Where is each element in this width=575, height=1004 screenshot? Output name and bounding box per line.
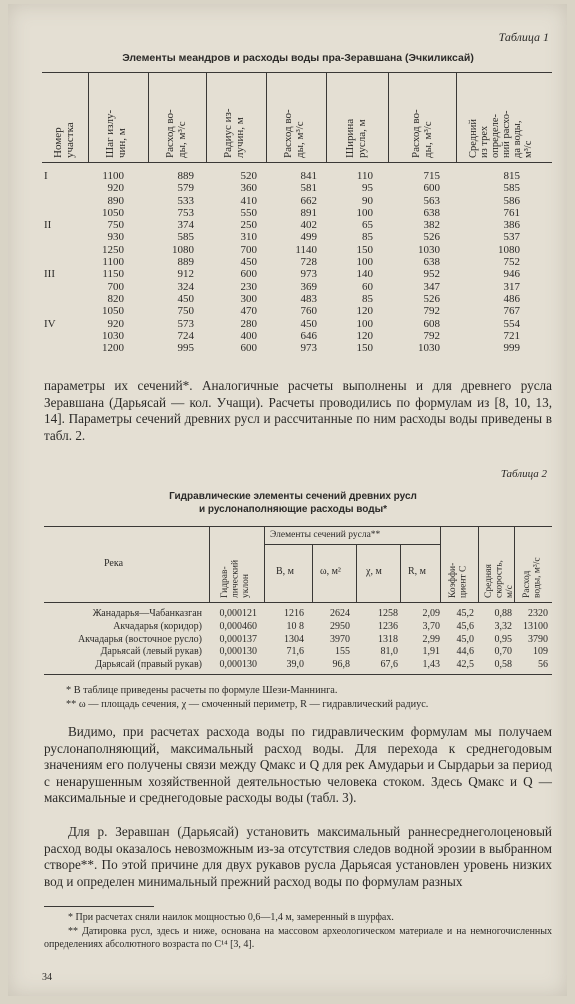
table-cell: 110: [356, 170, 373, 182]
table-cell: 767: [503, 305, 520, 318]
table-cell: 585: [177, 231, 194, 244]
table1-col-divider: [456, 72, 457, 162]
table-row: [44, 608, 552, 621]
table-cell: 400: [240, 329, 257, 342]
table-row: [44, 293, 548, 305]
table-cell: 100: [356, 256, 373, 269]
table-cell: 526: [423, 292, 440, 305]
table-cell: 1150: [102, 268, 124, 281]
table2-header-section-elements: Элементы сечений русла**: [270, 530, 381, 540]
table-cell: 1050: [102, 206, 124, 219]
table-cell: 1030: [418, 243, 440, 256]
table2-header-slope: Гидрав- лический уклон: [220, 559, 251, 598]
table-cell: 0,95: [494, 633, 512, 645]
table1-body: [44, 170, 548, 354]
table-cell: 0,000460: [219, 620, 257, 632]
table-cell: 347: [423, 280, 440, 293]
table-cell: 374: [177, 219, 194, 232]
table-cell: 891: [300, 206, 317, 219]
paragraph-text: Для р. Зеравшан (Дарьясай) установить максимальный раннесреднеголоценовый расход воды оказалось невозможным из-за отсутствия следов водной эрозии в выбранном створе**. По этой причине для двух рукавов русла Дарьясая установлен уровень низких вод и определен минимальный прежний расход воды по формулам разных: [44, 824, 552, 889]
table-cell: 1030: [102, 329, 124, 342]
table2-header-rule: [44, 602, 552, 603]
table1-title: Элементы меандров и расходы воды пра-Зеравшана (Эчкиликсай): [122, 52, 474, 64]
table-cell: 662: [300, 194, 317, 207]
table-row: [44, 182, 548, 194]
table-cell: 386: [503, 219, 520, 232]
river-name: Жанадарья—Чабанказган: [92, 608, 202, 619]
table-cell: 1,91: [422, 646, 440, 658]
table-cell: 750: [177, 305, 194, 318]
table1-col-divider: [326, 72, 327, 162]
table-cell: 0,58: [494, 659, 512, 671]
table-cell: 1304: [284, 633, 304, 645]
table-cell: 608: [423, 317, 440, 330]
table-cell: 700: [240, 243, 257, 256]
table-cell: 120: [356, 305, 373, 318]
table-cell: 382: [423, 219, 440, 232]
table-cell: 912: [177, 268, 194, 281]
table1-header-section: Номер участка: [52, 122, 76, 158]
section-number: III: [44, 268, 55, 281]
table-cell: 280: [240, 317, 257, 330]
book-page: [8, 4, 567, 996]
table-cell: 402: [300, 219, 317, 232]
table-cell: 760: [300, 305, 317, 318]
table-cell: 45,6: [456, 620, 474, 632]
table-cell: 2320: [528, 608, 548, 619]
table1-header-discharge-3: Расход во- ды, м³/с: [410, 109, 434, 158]
table-cell: 317: [503, 280, 520, 293]
table-cell: 889: [177, 256, 194, 269]
table-cell: 2,99: [422, 633, 440, 645]
table-cell: 952: [423, 268, 440, 281]
table1-caption: Таблица 1: [498, 30, 549, 44]
table-cell: 230: [240, 280, 257, 293]
table-cell: 39,0: [286, 659, 304, 671]
table-cell: 56: [538, 659, 548, 671]
table-row: [44, 244, 548, 256]
table-row: [44, 170, 548, 182]
paragraph-text: Видимо, при расчетах расхода воды по гидравлическим формулам мы получаем руслонаполняющий, максимальный расход воды. Для перехода к среднегодовым значениям его получены связи между Qмакс и Q для рек Амударьи и Сырдарьи за период с ненарушенным хозяйственной деятельностью человека стоком. Здесь Qмакс и Q — максимальные и среднегодовые расходы воды (табл. 3).: [44, 724, 552, 805]
table-cell: 45,2: [456, 608, 474, 619]
table2-col-divider: [312, 544, 313, 602]
table-cell: 109: [533, 646, 548, 658]
table-cell: 1100: [102, 256, 124, 269]
table2-header-area: ω, м²: [320, 566, 341, 577]
table-cell: 1,43: [422, 659, 440, 671]
table-cell: 1250: [102, 243, 124, 256]
table2-title: [68, 490, 518, 516]
table-row: [44, 646, 552, 659]
table-cell: 973: [300, 342, 317, 355]
table-cell: 3,70: [422, 620, 440, 632]
table-cell: 841: [300, 170, 317, 182]
table-cell: 45,0: [456, 633, 474, 645]
table-cell: 60: [362, 280, 373, 293]
table-cell: 0,000121: [219, 608, 257, 619]
table-cell: 1100: [102, 170, 124, 182]
table1-header-discharge-2: Расход во- ды, м³/с: [282, 109, 306, 158]
table-cell: 410: [240, 194, 257, 207]
table1-header-discharge-1: Расход во- ды, м³/с: [164, 109, 188, 158]
table-cell: 0,70: [494, 646, 512, 658]
table-cell: 600: [240, 342, 257, 355]
table-cell: 728: [300, 256, 317, 269]
paragraph-text: параметры их сечений*. Аналогичные расчеты выполнены и для древнего русла Зеравшана (Дарьясай — кол. Учащи). Расчеты проводились по формулам из [8, 10, 13, 14]. Параметры сечений древних русл и рассчитанные по ним расходы воды приведены в табл. 2.: [44, 378, 552, 443]
section-number: IV: [44, 317, 56, 330]
table-cell: 820: [107, 292, 124, 305]
table-cell: 533: [177, 194, 194, 207]
table-cell: 946: [503, 268, 520, 281]
table-cell: 10 8: [286, 620, 304, 632]
table-cell: 450: [300, 317, 317, 330]
table1-col-divider: [206, 72, 207, 162]
table-row: [44, 342, 548, 354]
table-cell: 526: [423, 231, 440, 244]
table-cell: 150: [356, 342, 373, 355]
table-cell: 3790: [528, 633, 548, 645]
table-cell: 1140: [295, 243, 317, 256]
table-cell: 586: [503, 194, 520, 207]
river-name: Дарьясай (левый рукав): [100, 646, 202, 658]
footnote-separator: [44, 906, 154, 907]
table2-header-coefficient: Коэффи- циент C: [448, 562, 469, 598]
table-cell: 0,000130: [219, 646, 257, 658]
table-cell: 450: [240, 256, 257, 269]
table-row: [44, 318, 548, 330]
table-cell: 995: [177, 342, 194, 355]
table2-col-divider: [400, 544, 401, 602]
table-cell: 573: [177, 317, 194, 330]
table-row: [44, 268, 548, 280]
table-cell: 700: [107, 280, 124, 293]
table2-caption: Таблица 2: [500, 468, 547, 480]
table2-group-rule: [264, 544, 440, 545]
table-cell: 920: [107, 317, 124, 330]
table1-header-channel-width: Ширина русла, м: [344, 118, 368, 158]
table-cell: 2950: [330, 620, 350, 632]
table-row: [44, 330, 548, 342]
table2-bottom-rule: [44, 674, 552, 675]
table-row: [44, 621, 552, 634]
table-cell: 483: [300, 292, 317, 305]
table2-header-width: B, м: [276, 566, 294, 577]
table-cell: 1200: [102, 342, 124, 355]
table-cell: 792: [423, 305, 440, 318]
table-cell: 973: [300, 268, 317, 281]
table-cell: 920: [107, 182, 124, 195]
table2-col-divider: [209, 526, 210, 602]
table-cell: 81,0: [380, 646, 398, 658]
table1-header-meander-step: Шаг излу- чин, м: [104, 109, 128, 158]
table-cell: 646: [300, 329, 317, 342]
table-row: [44, 659, 552, 672]
table2-top-rule: [44, 526, 552, 527]
table-cell: 750: [107, 219, 124, 232]
page-number: 34: [42, 972, 52, 983]
table2-col-divider: [478, 526, 479, 602]
table2-header-river: Река: [104, 558, 124, 569]
table-cell: 815: [503, 170, 520, 182]
table1-header-rule: [42, 162, 552, 163]
table-cell: 150: [356, 243, 373, 256]
table2-header-discharge: Расход воды, м³/с: [522, 557, 543, 598]
table-cell: 65: [362, 219, 373, 232]
table-cell: 792: [423, 329, 440, 342]
table-cell: 0,000137: [219, 633, 257, 645]
table-cell: 600: [240, 268, 257, 281]
table-cell: 324: [177, 280, 194, 293]
table2-header-perimeter: χ, м: [366, 566, 382, 577]
table-cell: 1216: [284, 608, 304, 619]
table-cell: 715: [423, 170, 440, 182]
table2-col-divider: [440, 526, 441, 602]
table-cell: 554: [503, 317, 520, 330]
table-cell: 96,8: [332, 659, 350, 671]
table-cell: 42,5: [456, 659, 474, 671]
table-cell: 2624: [330, 608, 350, 619]
table1-header-mean-discharge: Средний из трех определе- ний расхо- да воды, м³/с: [468, 110, 534, 158]
table-cell: 360: [240, 182, 257, 195]
table-cell: 470: [240, 305, 257, 318]
table-row: [44, 634, 552, 647]
table-cell: 1318: [378, 633, 398, 645]
table-row: [44, 219, 548, 231]
table2-col-divider: [356, 544, 357, 602]
table-cell: 581: [300, 182, 317, 195]
table-cell: 724: [177, 329, 194, 342]
river-name: Дарьясай (правый рукав): [95, 659, 202, 671]
table-cell: 100: [356, 317, 373, 330]
table-cell: 579: [177, 182, 194, 195]
table1-top-rule: [42, 72, 552, 73]
table-cell: 1080: [172, 243, 194, 256]
table-cell: 0,000130: [219, 659, 257, 671]
table-cell: 155: [335, 646, 350, 658]
table-row: [44, 231, 548, 243]
table2-note: ** ω — площадь сечения, χ — смоченный периметр, R — гидравлический радиус.: [66, 699, 429, 710]
table-cell: 889: [177, 170, 194, 182]
table-cell: 520: [240, 170, 257, 182]
table-row: [44, 305, 548, 317]
table1-col-divider: [88, 72, 89, 162]
table-cell: 13100: [523, 620, 548, 632]
table-cell: 3970: [330, 633, 350, 645]
table-cell: 71,6: [286, 646, 304, 658]
table-cell: 563: [423, 194, 440, 207]
table-cell: 753: [177, 206, 194, 219]
table-cell: 140: [356, 268, 373, 281]
table-cell: 537: [503, 231, 520, 244]
table-cell: 486: [503, 292, 520, 305]
table-cell: 250: [240, 219, 257, 232]
table-cell: 890: [107, 194, 124, 207]
table2-header-velocity: Средняя скорость, м/с: [484, 560, 515, 598]
section-number: II: [44, 219, 52, 232]
table-row: [44, 256, 548, 268]
table-cell: 721: [503, 329, 520, 342]
table-cell: 100: [356, 206, 373, 219]
table-cell: 450: [177, 292, 194, 305]
table-cell: 1080: [498, 243, 520, 256]
table-cell: 310: [240, 231, 257, 244]
river-name: Акчадарья (восточное русло): [77, 633, 202, 645]
table-cell: 2,09: [422, 608, 440, 619]
table1-col-divider: [388, 72, 389, 162]
table-cell: 1030: [418, 342, 440, 355]
table-cell: 300: [240, 292, 257, 305]
table-cell: 1050: [102, 305, 124, 318]
table-cell: 67,6: [380, 659, 398, 671]
table-cell: 1258: [378, 608, 398, 619]
table-cell: 85: [362, 231, 373, 244]
table-cell: 930: [107, 231, 124, 244]
footnote: ** Датировка русл, здесь и ниже, основана на массовом археологическом материале и на немногочисленных определениях абсолютного возраста по C¹⁴ [3, 4].: [44, 926, 552, 950]
table-cell: 585: [503, 182, 520, 195]
table-cell: 0,88: [494, 608, 512, 619]
table1-col-divider: [266, 72, 267, 162]
table-row: [44, 207, 548, 219]
table-cell: 752: [503, 256, 520, 269]
table2-note: * В таблице приведены расчеты по формуле Шези-Маннинга.: [66, 685, 338, 696]
river-name: Акчадарья (коридор): [113, 620, 202, 632]
table-cell: 638: [423, 206, 440, 219]
table-cell: 44,6: [456, 646, 474, 658]
table-cell: 90: [362, 194, 373, 207]
table-cell: 120: [356, 329, 373, 342]
table2-title-line: и руслонаполняющие расходы воды*: [198, 504, 388, 515]
table-cell: 95: [362, 182, 373, 195]
table1-header-meander-radius: Радиус из- лучин, м: [222, 108, 246, 158]
table-cell: 3,32: [494, 620, 512, 632]
table-cell: 638: [423, 256, 440, 269]
table2-title-line: Гидравлические элементы сечений древних русл: [169, 491, 417, 502]
table2-col-divider: [264, 526, 265, 602]
table-row: [44, 195, 548, 207]
table-cell: 85: [362, 292, 373, 305]
table-cell: 499: [300, 231, 317, 244]
footnote: * При расчетах сняли наилок мощностью 0,6—1,4 м, замеренный в шурфах.: [68, 912, 394, 923]
table1-col-divider: [148, 72, 149, 162]
table-cell: 369: [300, 280, 317, 293]
table-cell: 1236: [378, 620, 398, 632]
table-cell: 550: [240, 206, 257, 219]
table2-header-radius: R, м: [408, 566, 426, 577]
table-cell: 999: [503, 342, 520, 355]
section-number: I: [44, 170, 48, 182]
table-row: [44, 281, 548, 293]
table-cell: 600: [423, 182, 440, 195]
table-cell: 761: [503, 206, 520, 219]
